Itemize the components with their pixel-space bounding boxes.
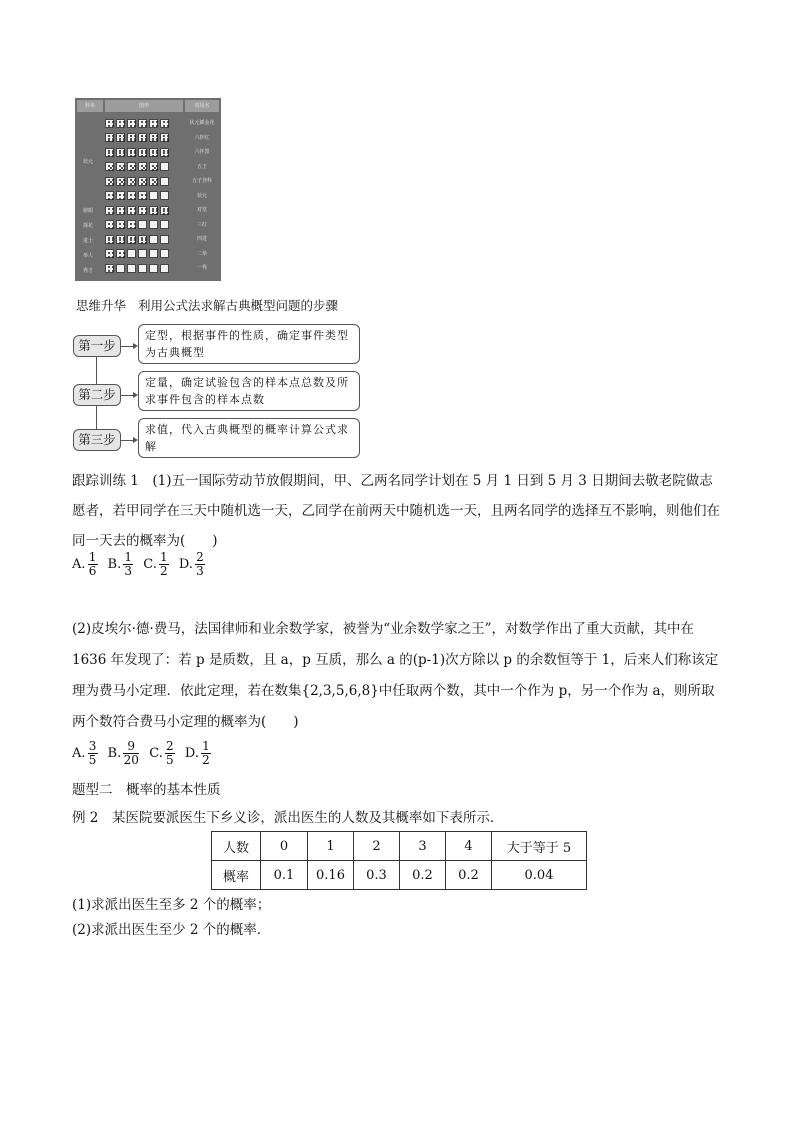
die-icon <box>116 191 125 200</box>
die-icon <box>138 264 147 273</box>
die-icon <box>127 235 136 244</box>
option-letter: A. <box>72 746 86 761</box>
figure-name-label: 四进 <box>196 236 207 242</box>
step-2-box: 第二步 <box>73 384 121 406</box>
figure-header-pattern: 图形 <box>105 100 183 112</box>
die-icon <box>138 119 147 128</box>
die-icon <box>160 133 169 142</box>
die-icon <box>127 133 136 142</box>
die-icon <box>138 162 147 171</box>
table-cell: 0.16 <box>308 861 354 890</box>
fraction-numerator: 1 <box>202 739 210 753</box>
option-letter: B. <box>107 746 122 761</box>
die-icon <box>149 162 158 171</box>
die-icon <box>105 264 114 273</box>
figure-header-rank: 科举 <box>77 100 103 112</box>
die-icon <box>160 206 169 215</box>
die-icon <box>127 162 136 171</box>
figure-rank-label: 榜眼 <box>83 208 94 214</box>
die-icon <box>149 191 158 200</box>
die-icon <box>116 119 125 128</box>
table-cell: 0.1 <box>261 861 308 890</box>
die-icon <box>138 177 147 186</box>
sub-question-1: (1)求派出医生至多 2 个的概率； <box>72 897 271 913</box>
die-icon <box>105 191 114 200</box>
die-icon <box>138 148 147 157</box>
dice-row <box>105 189 183 204</box>
fraction-denominator: 2 <box>160 564 168 578</box>
table-cell: 0.2 <box>446 861 492 890</box>
dice-rank-figure <box>75 98 221 281</box>
fraction-denominator: 6 <box>88 564 97 578</box>
figure-name-label: 五子登科 <box>191 178 212 184</box>
die-icon <box>160 148 169 157</box>
figure-name-label: 六抔黑 <box>194 149 210 155</box>
table-cell: 人数 <box>212 832 261 861</box>
die-icon <box>160 162 169 171</box>
table-cell: 概率 <box>212 861 261 890</box>
table-cell: 4 <box>446 832 492 861</box>
table-row <box>212 832 587 861</box>
thinking-subtitle: 利用公式法求解古典概型问题的步骤 <box>138 298 339 313</box>
dice-row <box>105 160 183 175</box>
die-icon <box>149 177 158 186</box>
table-row <box>212 861 587 890</box>
fraction-numerator: 3 <box>88 739 97 753</box>
fraction-numerator: 9 <box>127 739 136 753</box>
die-icon <box>149 249 158 258</box>
dice-row <box>105 203 183 218</box>
figure-name-label: 三红 <box>196 221 207 228</box>
die-icon <box>105 206 114 215</box>
fraction-denominator: 2 <box>202 753 210 767</box>
die-icon <box>160 235 169 244</box>
table-cell: 0.3 <box>354 861 400 890</box>
step-1-description: 定型，根据事件的性质，确定事件类型为古典概型 <box>138 324 360 364</box>
fraction <box>88 551 98 578</box>
figure-name-label: 六抔红 <box>194 134 210 141</box>
figure-rank-label: 探花 <box>83 223 94 229</box>
q2-option-c <box>149 740 177 767</box>
fraction-denominator: 3 <box>124 564 133 578</box>
die-icon <box>149 148 158 157</box>
die-icon <box>149 133 158 142</box>
option-letter: C. <box>149 746 163 761</box>
die-icon <box>105 177 114 186</box>
die-icon <box>138 220 147 229</box>
die-icon <box>138 206 147 215</box>
die-icon <box>160 249 169 258</box>
table-cell: 0.04 <box>492 861 587 890</box>
fraction <box>159 551 169 578</box>
die-icon <box>149 220 158 229</box>
dice-row <box>105 232 183 247</box>
die-icon <box>149 206 158 215</box>
die-icon <box>160 191 169 200</box>
fraction <box>88 740 98 767</box>
q2-option-a <box>72 740 100 767</box>
die-icon <box>160 264 169 273</box>
step-1-box: 第一步 <box>73 335 121 357</box>
die-icon <box>127 264 136 273</box>
thinking-title: 思维升华 <box>76 298 127 313</box>
step-2-description: 定量，确定试验包含的样本点总数及所求事件包含的样本点数 <box>138 371 360 411</box>
section-title: 题型二 概率的基本性质 <box>72 782 221 798</box>
table-cell: 2 <box>354 832 400 861</box>
q1-option-b <box>108 551 136 578</box>
step-2-arrow <box>121 395 136 396</box>
table-cell: 0 <box>261 832 308 861</box>
dice-row <box>105 116 183 131</box>
fraction <box>165 740 175 767</box>
option-letter: B. <box>107 557 122 572</box>
figure-rank-label: 秀才 <box>83 268 94 274</box>
die-icon <box>127 220 136 229</box>
question-2-text: (2)皮埃尔·德·费马，法国律师和业余数学家，被誉为“业余数学家之王”，对数学作出了重大贡献，其中在 1636 年发现了：若 p 是质数，且 a，p 互质，那么 a 的(p-1)次方除以 p 的余数恒等于 1，后来人们称该定理为费马小定理．依此定理，若在数集{2,3,5,6,8}中任取两个数，其中一个作为 p，另一个作为 a，则所取两个数符合费马小定理的概率为( ) <box>72 621 719 730</box>
die-icon <box>127 191 136 200</box>
fraction-denominator: 3 <box>196 564 204 578</box>
example-2-text: 例 2 某医院要派医生下乡义诊，派出医生的人数及其概率如下表所示． <box>72 810 504 826</box>
die-icon <box>105 148 114 157</box>
die-icon <box>116 162 125 171</box>
die-icon <box>160 220 169 229</box>
dice-row <box>105 174 183 189</box>
thinking-heading <box>76 296 338 314</box>
die-icon <box>127 119 136 128</box>
die-icon <box>127 148 136 157</box>
step-3-description: 求值，代入古典概型的概率计算公式求解 <box>138 418 360 458</box>
dice-rows <box>105 116 183 276</box>
option-letter: D. <box>178 557 193 572</box>
figure-name-label: 五王 <box>196 163 207 170</box>
fraction <box>201 740 211 767</box>
die-icon <box>138 235 147 244</box>
die-icon <box>116 177 125 186</box>
figure-name-label: 对堂 <box>196 207 207 213</box>
q1-option-a <box>72 551 100 578</box>
die-icon <box>127 249 136 258</box>
figure-rank-label: 进士 <box>83 238 94 244</box>
dice-row <box>105 145 183 160</box>
question-1-text: 跟踪训练 1 (1)五一国际劳动节放假期间，甲、乙两名同学计划在 5 月 1 日到 5 月 3 日期间去敬老院做志愿者，若甲同学在三天中随机选一天，乙同学在前两天中随机选一天，且两名同学的选择互不影响，则他们在同一天去的概率为( ) <box>72 473 720 549</box>
fraction-numerator: 2 <box>166 739 174 753</box>
option-letter: D. <box>184 746 199 761</box>
fraction <box>123 551 133 578</box>
sub-question-2: (2)求派出医生至少 2 个的概率． <box>72 922 271 938</box>
fraction-numerator: 1 <box>160 550 168 564</box>
dice-row <box>105 247 183 262</box>
fraction-numerator: 1 <box>124 550 133 564</box>
figure-name-label: 状元插金花 <box>189 120 215 126</box>
fraction-denominator: 5 <box>88 753 97 767</box>
die-icon <box>105 249 114 258</box>
die-icon <box>138 133 147 142</box>
fraction <box>123 740 139 767</box>
figure-rank-label: 举人 <box>83 253 94 259</box>
figure-rank-label: 状元 <box>83 159 94 165</box>
die-icon <box>127 177 136 186</box>
die-icon <box>105 220 114 229</box>
dice-row <box>105 131 183 146</box>
die-icon <box>105 235 114 244</box>
die-icon <box>138 249 147 258</box>
fraction <box>195 551 205 578</box>
q1-option-c <box>143 551 171 578</box>
die-icon <box>105 133 114 142</box>
table-cell: 3 <box>400 832 446 861</box>
die-icon <box>105 119 114 128</box>
table-cell: 大于等于 5 <box>492 832 587 861</box>
fraction-denominator: 5 <box>166 753 174 767</box>
dice-row <box>105 218 183 233</box>
probability-table <box>211 831 587 890</box>
die-icon <box>160 119 169 128</box>
die-icon <box>149 119 158 128</box>
fraction-numerator: 2 <box>196 550 204 564</box>
die-icon <box>138 191 147 200</box>
step-3-arrow <box>121 440 136 441</box>
step-1-arrow <box>121 346 136 347</box>
table-cell: 0.2 <box>400 861 446 890</box>
die-icon <box>116 206 125 215</box>
die-icon <box>105 162 114 171</box>
figure-name-label: 一秀 <box>196 265 207 271</box>
q2-option-d <box>185 740 213 767</box>
fraction-denominator: 20 <box>123 753 139 767</box>
dice-row <box>105 261 183 276</box>
die-icon <box>149 235 158 244</box>
die-icon <box>127 206 136 215</box>
die-icon <box>116 249 125 258</box>
q2-option-b <box>108 740 142 767</box>
option-letter: A. <box>72 557 86 572</box>
die-icon <box>116 264 125 273</box>
figure-name-label: 二举 <box>196 250 207 257</box>
die-icon <box>160 177 169 186</box>
figure-name-label: 状元 <box>196 192 207 199</box>
fraction-numerator: 1 <box>88 550 97 564</box>
q1-option-d <box>179 551 207 578</box>
die-icon <box>116 220 125 229</box>
die-icon <box>116 148 125 157</box>
die-icon <box>116 235 125 244</box>
figure-header-name: 常用名 <box>185 100 219 112</box>
question-2-options <box>72 740 221 767</box>
option-letter: C. <box>143 557 157 572</box>
die-icon <box>116 133 125 142</box>
step-3-box: 第三步 <box>73 429 121 451</box>
table-cell: 1 <box>308 832 354 861</box>
question-1-options <box>72 551 215 578</box>
die-icon <box>149 264 158 273</box>
